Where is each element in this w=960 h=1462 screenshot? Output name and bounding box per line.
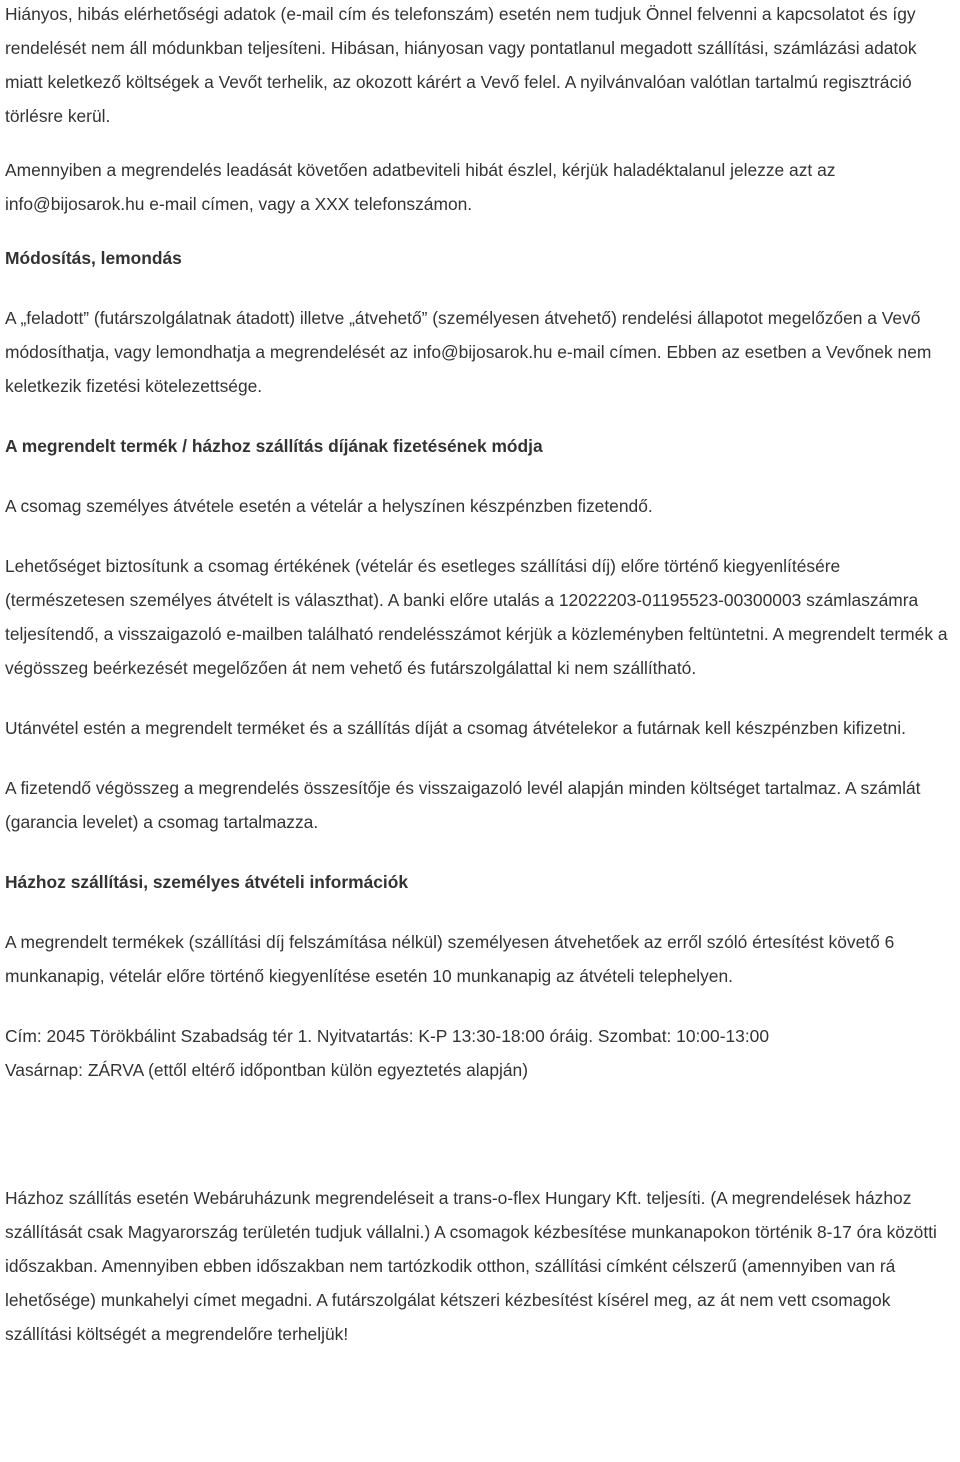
paragraph-cash-on-delivery: Utánvétel estén a megrendelt terméket és a szállítás díját a csomag átvételekor a futárnak kell készpénzben kifizetni. <box>5 718 906 738</box>
sunday-closed: Vasárnap: ZÁRVA (ettől eltérő időpontban külön egyeztetés alapján) <box>5 1060 529 1080</box>
paragraph-contact-data-errors: Hiányos, hibás elérhetőségi adatok (e-mail cím és telefonszám) esetén nem tudjuk Önnel felvenni a kapcsolatot és így rendelését nem áll módunkban teljesíteni. Hibásan, hiányosan vagy pontatlanul megadott szállítási, számlázási adatok miatt keletkező költségek a Vevőt terhelik, az okozott kárért a Vevő felel. A nyilvánvalóan valótlan tartalmú regisztráció törlésre kerül. <box>5 4 917 126</box>
paragraph-cash-payment: A csomag személyes átvétele esetén a vételár a helyszínen készpénzben fizetendő. <box>5 496 653 516</box>
paragraph-total-amount: A fizetendő végösszeg a megrendelés összesítője és visszaigazoló levél alapján minden költséget tartalmaz. A számlát (garancia levelet) a csomag tartalmazza. <box>5 778 921 832</box>
heading-delivery-pickup-info: Házhoz szállítási, személyes átvételi információk <box>5 872 409 892</box>
heading-payment-method: A megrendelt termék / házhoz szállítás díjának fizetésének módja <box>5 436 543 456</box>
address-opening-hours: Cím: 2045 Törökbálint Szabadság tér 1. Nyitvatartás: K-P 13:30-18:00 óráig. Szombat: 10:00-13:00 <box>5 1026 770 1046</box>
paragraph-modification-rules: A „feladott” (futárszolgálatnak átadott) illetve „átvehető” (személyesen átvehető) rendelési állapotot megelőzően a Vevő módosíthatja, vagy lemondhatja a megrendelését az info@bijosarok.hu e-mail címen. Ebben az esetben a Vevőnek nem keletkezik fizetési kötelezettsége. <box>5 308 932 396</box>
paragraph-address-hours <box>5 1019 955 1087</box>
paragraph-input-error-notice: Amennyiben a megrendelés leadását követően adatbeviteli hibát észlel, kérjük haladéktalanul jelezze azt az info@bijosarok.hu e-mail címen, vagy a XXX telefonszámon. <box>5 160 836 214</box>
document-page <box>5 0 955 1351</box>
paragraph-pickup-deadline: A megrendelt termékek (szállítási díj felszámítása nélkül) személyesen átvehetőek az erről szóló értesítést követő 6 munkanapig, vételár előre történő kiegyenlítése esetén 10 munkanapig az átvételi telephelyen. <box>5 932 895 986</box>
paragraph-bank-transfer: Lehetőséget biztosítunk a csomag értékének (vételár és esetleges szállítási díj) előre történő kiegyenlítésére (természetesen személyes átvételt is választhat). A banki előre utalás a 12022203-01195523-00300003 számlaszámra teljesítendő, a visszaigazoló e-mailben található rendelésszámot kérjük a közleményben feltüntetni. A megrendelt termék a végösszeg beérkezését megelőzően át nem vehető és futárszolgálattal ki nem szállítható. <box>5 556 948 678</box>
heading-modification-cancellation: Módosítás, lemondás <box>5 248 182 268</box>
paragraph-courier-delivery: Házhoz szállítás esetén Webáruházunk megrendeléseit a trans-o-flex Hungary Kft. teljesíti. (A megrendelések házhoz szállítását csak Magyarország területén tudjuk vállalni.) A csomagok kézbesítése munkanapokon történik 8-17 óra közötti időszakban. Amennyiben ebben időszakban nem tartózkodik otthon, szállítási címként célszerű (amennyiben van rá lehetősége) munkahelyi címet megadni. A futárszolgálat kétszeri kézbesítést kísérel meg, az át nem vett csomagok szállítási költségét a megrendelőre terheljük! <box>5 1188 937 1344</box>
